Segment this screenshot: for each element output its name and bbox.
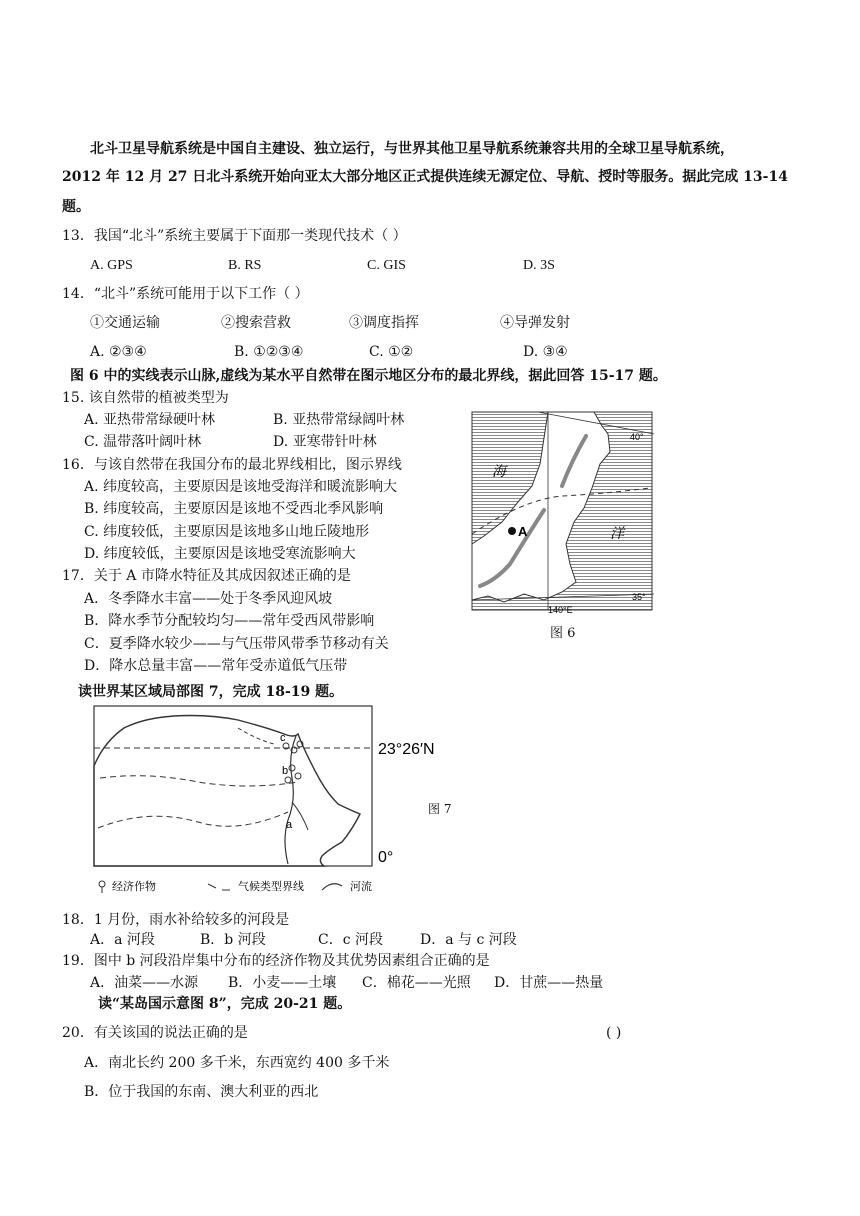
- q19-option-c: C．棉花——光照: [362, 975, 471, 991]
- q19-option-d: D．甘蔗——热量: [494, 975, 604, 991]
- q14-stem: 14．“北斗”系统可能用于以下工作（ ）: [62, 286, 309, 302]
- q20-stem: 20．有关该国的说法正确的是: [62, 1025, 248, 1041]
- q13-option-c: C. GIS: [367, 258, 406, 273]
- q20-option-a: A．南北长约 200 多千米，东西宽约 400 多千米: [84, 1055, 390, 1071]
- lon-140-label: 140°E: [548, 605, 573, 615]
- lat-40-label: 40°: [630, 432, 644, 442]
- legend-boundary-label: 气候类型界线: [238, 881, 304, 893]
- q13-stem: 13．我国“北斗”系统主要属于下面那一类现代技术（ ）: [62, 228, 407, 244]
- q17-option-d: D．降水总量丰富——常年受赤道低气压带: [84, 658, 348, 674]
- q15-option-a: A. 亚热带常绿硬叶林: [84, 412, 216, 428]
- fig7-intro: 读世界某区域局部图 7，完成 18-19 题。: [78, 684, 344, 700]
- q18-option-d: D．a 与 c 河段: [420, 932, 517, 948]
- legend-river-label: 河流: [350, 881, 372, 893]
- q14-option-b: B. ①②③④: [234, 344, 304, 360]
- sea-label-2: 洋: [610, 525, 624, 541]
- intro-line-2: 2012 年 12 月 27 日北斗系统开始向亚太大部分地区正式提供连续无源定位、导航、授时等服务。据此完成 13-14: [62, 169, 788, 185]
- figure-7-caption: 图 7: [428, 802, 452, 816]
- q18-stem: 18．1 月份，雨水补给较多的河段是: [62, 912, 290, 928]
- figure-6-map: [462, 404, 662, 618]
- q15-option-c: C. 温带落叶阔叶林: [84, 434, 202, 450]
- q15-option-b: B. 亚热带常绿阔叶林: [273, 412, 405, 428]
- q17-option-c: C．夏季降水较少——与气压带风带季节移动有关: [84, 636, 389, 652]
- legend-crop-icon: [99, 881, 105, 893]
- legend-crop-label: 经济作物: [112, 881, 156, 893]
- q16-stem: 16．与该自然带在我国分布的最北界线相比，图示界线: [62, 457, 402, 473]
- lat-35-label: 35°: [632, 592, 646, 602]
- legend-boundary-icon: [208, 884, 230, 890]
- q14-item-1: ①交通运输: [90, 315, 160, 331]
- q20-option-b: B．位于我国的东南、澳大利亚的西北: [84, 1084, 319, 1100]
- q17-option-a: A．冬季降水丰富——处于冬季风迎风坡: [84, 591, 333, 607]
- q13-option-b: B. RS: [228, 258, 262, 273]
- q14-option-c: C. ①②: [369, 344, 414, 360]
- q13-option-d: D. 3S: [523, 258, 555, 273]
- q20-answer-paren: ( ): [606, 1025, 622, 1041]
- q13-option-a: A. GPS: [90, 258, 133, 273]
- river-label-c: c: [280, 732, 286, 744]
- city-a-marker: [508, 527, 516, 535]
- q19-option-b: B．小麦——土壤: [228, 975, 337, 991]
- q18-option-c: C．c 河段: [318, 932, 384, 948]
- legend-river-icon: [322, 884, 342, 890]
- q14-item-4: ④导弹发射: [500, 315, 570, 331]
- q17-option-b: B．降水季节分配较均匀——常年受西风带影响: [84, 613, 375, 629]
- q19-stem: 19．图中 b 河段沿岸集中分布的经济作物及其优势因素组合正确的是: [62, 953, 490, 969]
- q16-option-b: B. 纬度较高，主要原因是该地不受西北季风影响: [84, 501, 384, 517]
- q16-option-d: D. 纬度较低，主要原因是该地受寒流影响大: [84, 546, 356, 562]
- q19-option-a: A．油菜——水源: [90, 975, 199, 991]
- sea-label-1: 海: [492, 463, 506, 479]
- figure-6-caption: 图 6: [550, 626, 576, 641]
- q18-option-a: A．a 河段: [90, 932, 155, 948]
- intro-line-3: 题。: [62, 199, 90, 215]
- tropic-label: 23°26′N: [378, 741, 435, 758]
- river-label-a: a: [286, 819, 293, 831]
- q14-item-3: ③调度指挥: [349, 315, 419, 331]
- equator-label: 0°: [378, 849, 394, 866]
- river-label-b: b: [282, 765, 289, 777]
- q14-option-d: D. ③④: [523, 344, 568, 360]
- q14-option-a: A. ②③④: [90, 344, 147, 360]
- fig6-intro: 图 6 中的实线表示山脉,虚线为某水平自然带在图示地区分布的最北界线，据此回答 15-17 题。: [70, 368, 667, 384]
- q18-option-b: B．b 河段: [200, 932, 266, 948]
- q16-option-a: A. 纬度较高，主要原因是该地受海洋和暖流影响大: [84, 479, 398, 495]
- city-a-label: A: [518, 524, 528, 539]
- q15-option-d: D. 亚寒带针叶林: [273, 434, 377, 450]
- q15-stem: 15. 该自然带的植被类型为: [62, 390, 229, 406]
- intro-line-1: 北斗卫星导航系统是中国自主建设、独立运行，与世界其他卫星导航系统兼容共用的全球卫星导航系统，: [90, 141, 734, 157]
- figure-7-map: [88, 704, 460, 900]
- fig8-intro: 读“某岛国示意图 8”，完成 20-21 题。: [98, 996, 352, 1012]
- q16-option-c: C. 纬度较低，主要原因是该地多山地丘陵地形: [84, 524, 370, 540]
- q14-item-2: ②搜索营救: [221, 315, 291, 331]
- q17-stem: 17．关于 A 市降水特征及其成因叙述正确的是: [62, 568, 351, 584]
